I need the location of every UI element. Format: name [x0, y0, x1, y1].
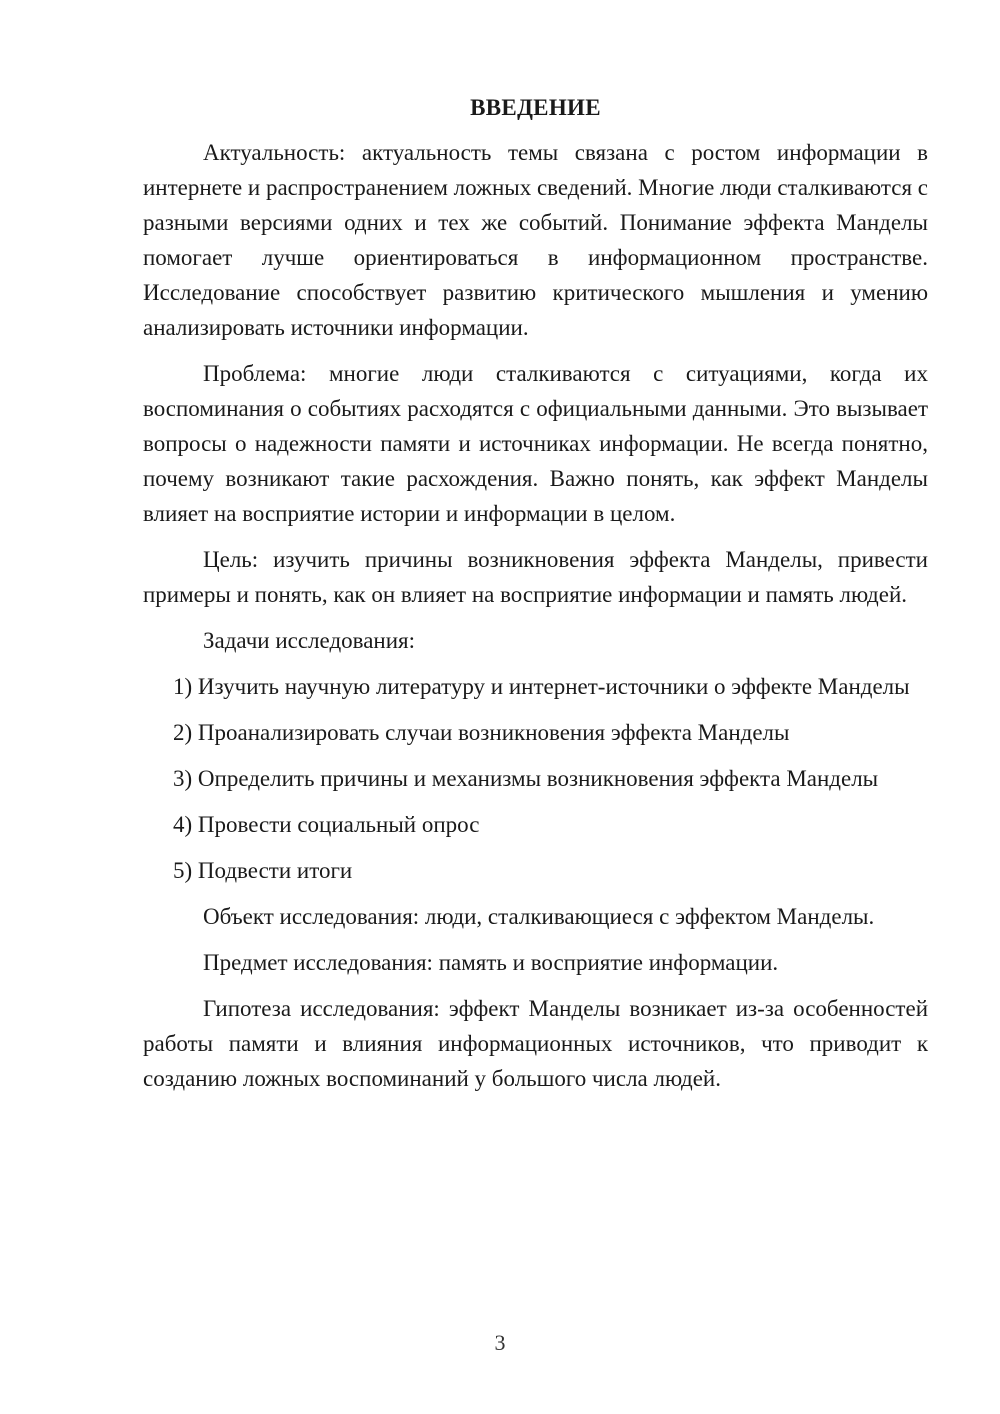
list-item: 5) Подвести итоги — [173, 858, 353, 883]
list-item: 4) Провести социальный опрос — [173, 812, 480, 837]
section-title: ВВЕДЕНИЕ — [470, 95, 601, 120]
object-paragraph: Объект исследования: люди, сталкивающиеся с эффектом Манделы. — [203, 904, 875, 929]
goal-paragraph: Цель: изучить причины возникновения эффекта Манделы, привести примеры и понять, как он влияет на восприятие информации и память людей. — [143, 547, 928, 607]
relevance-paragraph: Актуальность: актуальность темы связана с ростом информации в интернете и распространением ложных сведений. Многие люди сталкиваются с разными версиями одних и тех же событий. Понимание эффекта Манделы помогает лучше ориентироваться в информационном пространстве. Исследование способствует развитию критического мышления и умению анализировать источники информации. — [143, 140, 928, 340]
document-page — [143, 90, 928, 1107]
page-number: 3 — [494, 1330, 506, 1355]
problem-paragraph: Проблема: многие люди сталкиваются с ситуациями, когда их воспоминания о событиях расходятся с официальными данными. Это вызывает вопросы о надежности памяти и источниках информации. Не всегда понятно, почему возникают такие расхождения. Важно понять, как эффект Манделы влияет на восприятие истории и информации в целом. — [143, 361, 928, 526]
subject-paragraph: Предмет исследования: память и восприятие информации. — [203, 950, 779, 975]
list-item: 1) Изучить научную литературу и интернет-источники о эффекте Манделы — [173, 674, 910, 699]
tasks-list — [143, 669, 928, 888]
tasks-heading: Задачи исследования: — [203, 628, 416, 653]
list-item: 3) Определить причины и механизмы возникновения эффекта Манделы — [173, 766, 879, 791]
hypothesis-paragraph: Гипотеза исследования: эффект Манделы возникает из-за особенностей работы памяти и влияния информационных источников, что приводит к созданию ложных воспоминаний у большого числа людей. — [143, 996, 928, 1091]
list-item: 2) Проанализировать случаи возникновения эффекта Манделы — [173, 720, 790, 745]
